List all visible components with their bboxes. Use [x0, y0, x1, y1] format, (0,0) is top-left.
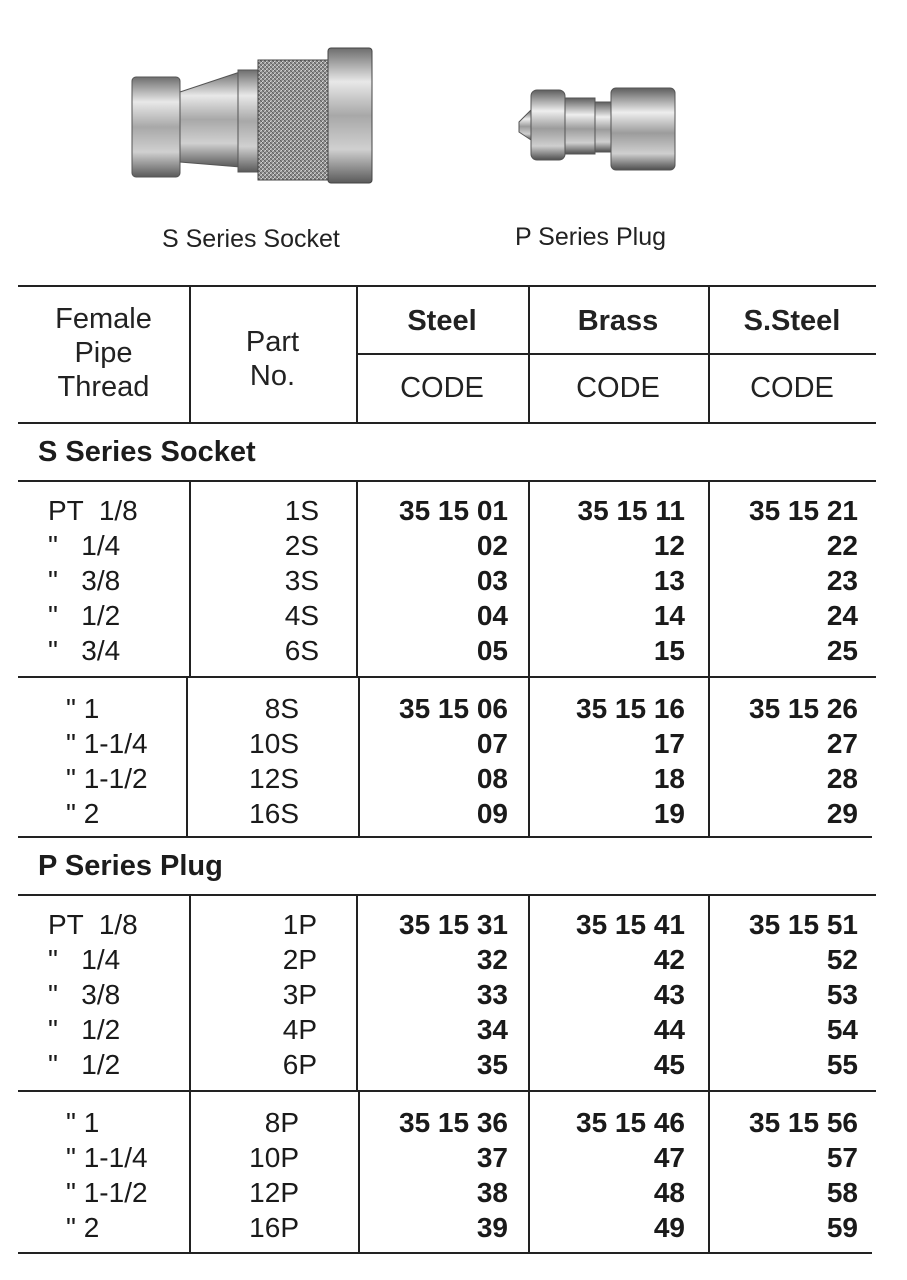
steel-code-column: 35 15 36 37 38 39	[399, 1107, 508, 1243]
steel-code-column: 35 15 01 02 03 04 05	[399, 495, 508, 666]
header-thread: Female Pipe Thread	[55, 303, 152, 403]
section-s-title-row	[18, 424, 876, 482]
brass-code-column: 35 15 41 42 43 44 45	[576, 909, 685, 1080]
section-title: S Series Socket	[38, 436, 256, 468]
table-row-group	[18, 482, 876, 678]
socket-image	[130, 42, 380, 187]
section-title: P Series Plug	[38, 850, 223, 882]
brass-code-column: 35 15 16 17 18 19	[576, 693, 685, 829]
plug-caption: P Series Plug	[515, 223, 667, 251]
part-column: 1S 2S 3S 4S 6S	[284, 495, 319, 666]
steel-code-column: 35 15 06 07 08 09	[399, 693, 508, 829]
table-row-group	[18, 678, 876, 838]
header-brass-code: CODE	[576, 372, 660, 404]
header-part-no: Part No.	[245, 326, 300, 392]
header-brass: Brass	[577, 305, 659, 337]
sssteel-code-column: 35 15 26 27 28 29	[749, 693, 858, 829]
header-steel: Steel	[407, 305, 477, 337]
sssteel-code-column: 35 15 21 22 23 24 25	[749, 495, 858, 666]
socket-caption: S Series Socket	[162, 225, 340, 253]
part-column: 8S 10S 12S 16S	[249, 693, 299, 829]
table-row-group	[18, 896, 876, 1092]
part-column: 8P 10P 12P 16P	[249, 1107, 299, 1243]
brass-code-column: 35 15 11 12 13 14 15	[577, 495, 685, 666]
header-steel-code: CODE	[400, 372, 484, 404]
table-header	[18, 285, 876, 424]
header-sssteel: S.Steel	[743, 305, 841, 337]
section-p-title-row	[18, 838, 876, 896]
thread-column: PT 1/8 " 1/4 " 3/8 " 1/2 " 3/4	[48, 495, 138, 666]
table-row-group	[18, 1092, 876, 1254]
part-column: 1P 2P 3P 4P 6P	[282, 909, 317, 1080]
thread-column: PT 1/8 " 1/4 " 3/8 " 1/2 " 1/2	[48, 909, 138, 1080]
brass-code-column: 35 15 46 47 48 49	[576, 1107, 685, 1243]
thread-column: " 1 " 1-1/4 " 1-1/2 " 2	[66, 693, 148, 829]
thread-column: " 1 " 1-1/4 " 1-1/2 " 2	[66, 1107, 148, 1243]
steel-code-column: 35 15 31 32 33 34 35	[399, 909, 508, 1080]
part-code-table	[18, 285, 876, 1254]
product-images	[0, 0, 907, 270]
header-sssteel-code: CODE	[750, 372, 834, 404]
plug-image	[515, 80, 680, 180]
sssteel-code-column: 35 15 56 57 58 59	[749, 1107, 858, 1243]
sssteel-code-column: 35 15 51 52 53 54 55	[749, 909, 858, 1080]
